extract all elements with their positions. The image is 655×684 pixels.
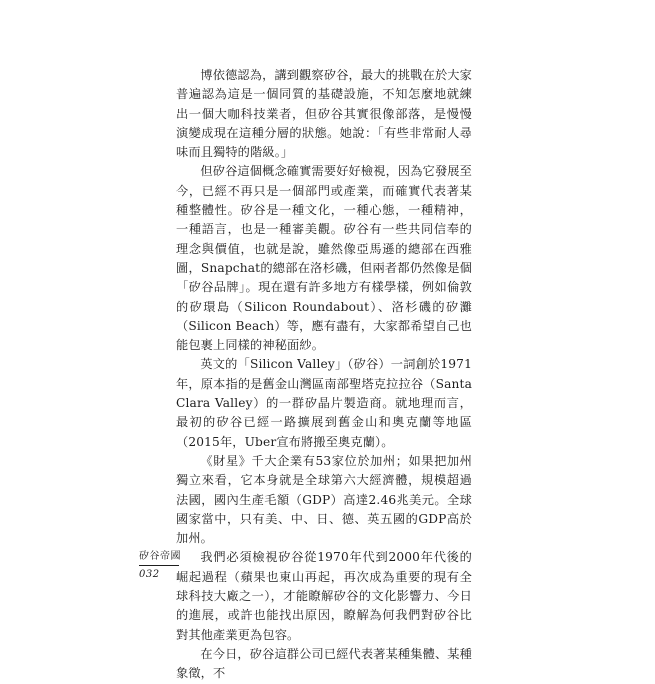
running-title: 矽谷帝國 [139, 551, 181, 562]
paragraph-3: 英文的「Silicon Valley」（矽谷）一詞創於1971年，原本指的是舊金山灣區南部聖塔克拉拉谷（Santa Clara Valley）的一群矽晶片製造商。就地理而言，最初的矽谷已經一路擴展到舊金山和奧克蘭等地區（2015年，Uber宣布將搬至奧克蘭）。 [176, 357, 472, 449]
page-footer [139, 551, 259, 581]
paragraph-2: 但矽谷這個概念確實需要好好檢視，因為它發展至今，已經不再只是一個部門或產業，而確實代表著某種整體性。矽谷是一種文化，一種心態，一種精神，一種語言，也是一種審美觀。矽谷有一些共同信奉的理念與價值，也就是說，雖然像亞馬遜的總部在西雅圖，Snapchat的總部在洛杉磯，但兩者都仍然像是個「矽谷品牌」。現在還有許多地方有樣學樣，例如倫敦的矽環島（Silicon Roundabout）、洛杉磯的矽灘（Silicon Beach）等，應有盡有，大家都希望自己也能包裹上同樣的神秘面紗。 [176, 164, 472, 353]
page-number: 032 [139, 569, 160, 580]
body-text [176, 66, 472, 684]
paragraph-6: 在今日，矽谷這群公司已經代表著某種集體、某種象徵，不 [176, 646, 472, 681]
paragraph-1: 博依德認為，講到觀察矽谷，最大的挑戰在於大家普遍認為這是一個同質的基礎設施，不知怎麼地就練出一個大咖科技業者，但矽谷其實很像部落，是慢慢演變成現在這種分層的狀態。她說：「有些非常耐人尋味而且獨特的階級。」 [176, 68, 472, 160]
paragraph-5: 我們必須檢視矽谷從1970年代到2000年代後的崛起過程（蘋果也東山再起，再次成為重要的現有全球科技大廠之一），才能瞭解矽谷的文化影響力、今日的進展，或許也能找出原因，瞭解為何我們對矽谷比對其他產業更為包容。 [176, 550, 472, 642]
footer-divider [139, 565, 179, 566]
paragraph-4: 《財星》千大企業有53家位於加州；如果把加州獨立來看，它本身就是全球第六大經濟體，規模超過法國，國內生產毛額（GDP）高達2.46兆美元。全球國家當中，只有美、中、日、德、英五國的GDP高於加州。 [176, 453, 472, 546]
